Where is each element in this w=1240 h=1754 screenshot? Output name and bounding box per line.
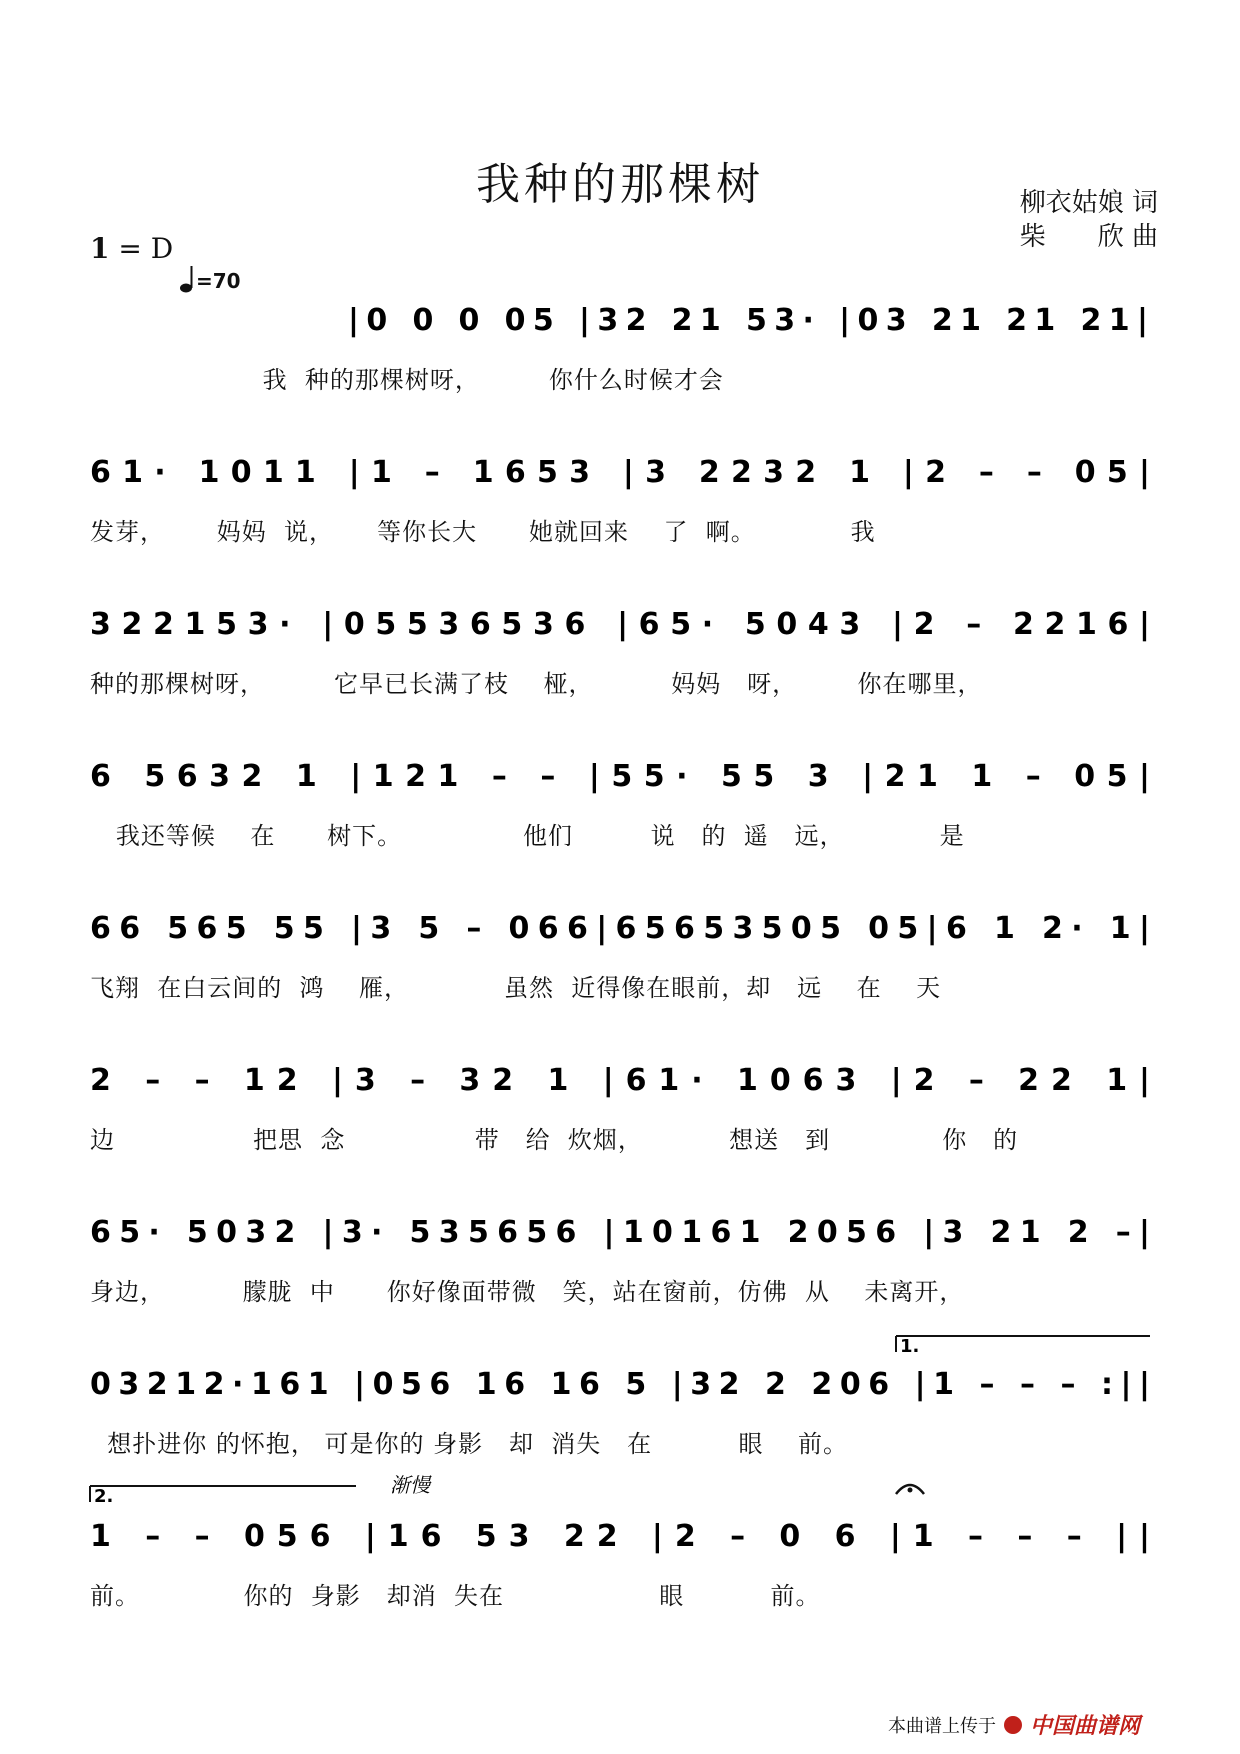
score-title: 我种的那棵树 xyxy=(476,159,764,210)
lyric-line-7: 身边， 朦胧 中 你好像面带微 笑，站在窗前，仿佛 从 未离开， xyxy=(90,1278,965,1306)
notation-text: |0 0 0 05 |32 21 53· |03 21 21 21| xyxy=(348,303,1148,338)
notation-text: 2 – – 12 |3 – 32 1 |61· 1063 |2 – 22 1| xyxy=(90,1063,1150,1098)
volta-bracket-2 xyxy=(90,1486,356,1507)
lyric-line-6: 边 把思 念 带 给 炊烟， 想送 到 你 的 xyxy=(90,1126,1019,1154)
music-line-1 xyxy=(348,303,1148,338)
notation-text: 61· 1011 |1 – 1653 |3 2232 1 |2 – – 05| xyxy=(90,455,1150,490)
lyric-line-3: 种的那棵树呀， 它早已长满了枝 桠， 妈妈 呀， 你在哪里， xyxy=(90,670,983,698)
notation-text: 65· 5032 |3· 535656 |10161 2056 |3 21 2 –| xyxy=(90,1215,1150,1250)
music-line-6 xyxy=(90,1063,1150,1098)
lyric-line-8: 想扑进你 的怀抱， 可是你的 身影 却 消失 在 眼 前。 xyxy=(90,1430,848,1458)
lyric-line-5: 飞翔 在白云间的 鸿 雁， 虽然 近得像在眼前，却 远 在 天 xyxy=(90,974,942,1002)
upload-text: 本曲谱上传于 xyxy=(887,1715,996,1737)
notation-text: 03212·161 |056 16 16 5 |32 2 206 |1 – – – :|| xyxy=(90,1367,1150,1402)
lyric-line-4: 我还等候 在 树下。 他们 说 的 遥 远， 是 xyxy=(90,822,965,850)
lyric-line-1: 我 种的那棵树呀， 你什么时候才会 xyxy=(90,366,724,394)
site-brand[interactable]: 中国曲谱网 xyxy=(1029,1714,1140,1739)
site-logo-icon xyxy=(1004,1716,1022,1734)
lyricist-credit: 柳衣姑娘 词 xyxy=(1019,188,1158,218)
footer-attribution xyxy=(888,1709,1140,1740)
music-line-9 xyxy=(90,1519,1150,1554)
music-line-8 xyxy=(90,1367,1150,1402)
notation-text: 66 565 55 |3 5 – 066|65653505 05|6 1 2· 1| xyxy=(90,911,1150,946)
svg-text:2.: 2. xyxy=(94,1486,114,1507)
key-signature: 1 = D xyxy=(90,232,174,265)
music-line-5 xyxy=(90,911,1150,946)
composer-credit: 柴 欣 曲 xyxy=(1019,222,1158,252)
music-line-4 xyxy=(90,759,1150,794)
music-line-7 xyxy=(90,1215,1150,1250)
notation-text: 322153· |05536536 |65· 5043 |2 – 2216| xyxy=(90,607,1151,642)
volta-bracket-1 xyxy=(896,1336,1150,1357)
ritardando-marking: 渐慢 xyxy=(390,1473,430,1497)
lyric-line-9: 前。 你的 身影 却消 失在 眼 前。 xyxy=(90,1582,821,1610)
notation-text: 6 5632 1 |121 – – |55· 55 3 |21 1 – 05| xyxy=(90,759,1151,794)
music-line-3 xyxy=(90,607,1150,642)
tempo-marking: =70 xyxy=(180,264,241,294)
lyric-line-2: 发芽， 妈妈 说， 等你长大 她就回来 了 啊。 我 xyxy=(90,518,876,546)
fermata-icon xyxy=(896,1485,924,1494)
notation-text: 1 – – 056 |16 53 22 |2 – 0 6 |1 – – – || xyxy=(90,1519,1151,1554)
music-line-2 xyxy=(90,455,1150,490)
svg-text:1.: 1. xyxy=(900,1336,920,1357)
